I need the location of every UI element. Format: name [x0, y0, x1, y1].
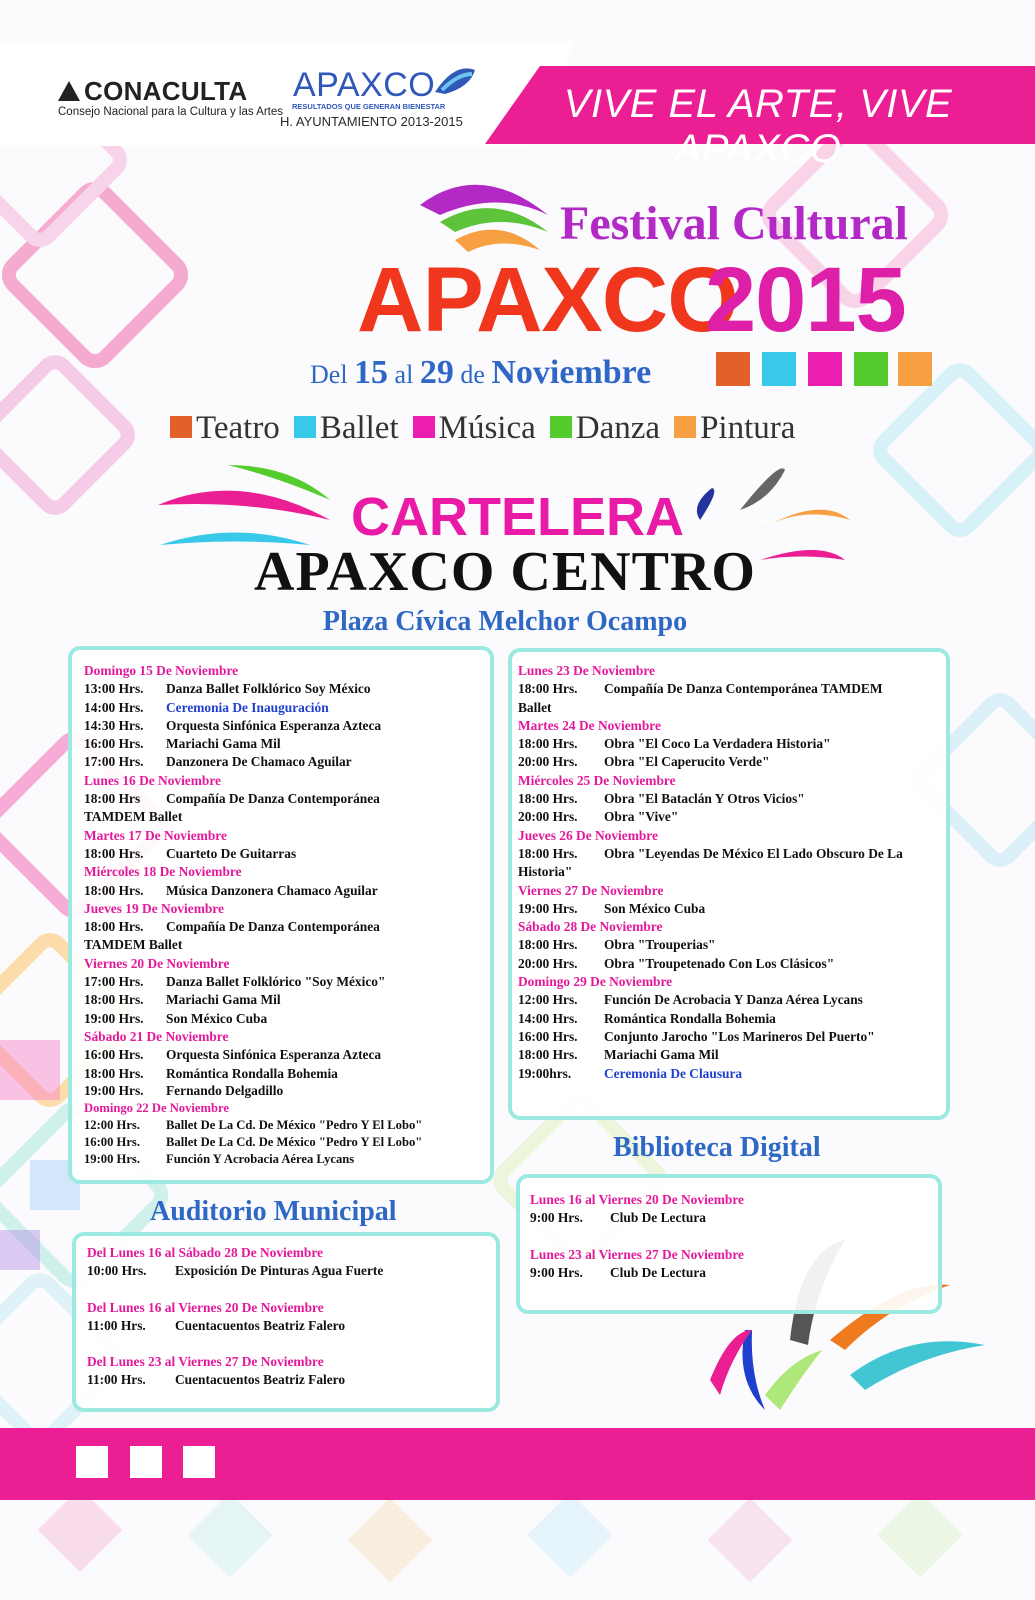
event-time: 19:00 Hrs. [84, 1010, 144, 1026]
event-time: 14:00 Hrs. [84, 699, 144, 715]
event-time: 18:00 Hrs. [84, 992, 144, 1008]
event-name: Obra "Troupetenado Con Los Clásicos" [604, 955, 835, 971]
event-time: 18:00 Hrs. [518, 791, 578, 807]
schedule-event-row [518, 900, 943, 918]
event-time: 18:00 Hrs. [84, 1065, 144, 1081]
festival-name: APAXCO [357, 249, 738, 351]
event-time: 18:00 Hrs. [518, 736, 578, 752]
schedule-event-row [518, 955, 943, 973]
event-name: Mariachi Gama Mil [166, 736, 281, 752]
event-name: Fernando Delgadillo [166, 1083, 284, 1099]
event-time: 9:00 Hrs. [530, 1210, 583, 1226]
schedule-day-heading: Lunes 16 De Noviembre [84, 772, 221, 788]
event-name: Danza Ballet Folklórico "Soy México" [166, 974, 386, 990]
schedule-day-heading: Jueves 19 De Noviembre [84, 900, 224, 916]
event-name: Compañía De Danza Contemporánea [166, 791, 380, 807]
schedule-day-heading: Jueves 26 De Noviembre [518, 827, 658, 843]
schedule-event-row [84, 1134, 484, 1151]
event-name: Romántica Rondalla Bohemia [166, 1065, 338, 1081]
schedule-event-row [87, 1371, 487, 1389]
event-time: 19:00 Hrs. [84, 1151, 140, 1166]
schedule-event-row [518, 936, 943, 954]
event-name: Compañía De Danza Contemporánea TAMDEM [604, 681, 883, 697]
discipline-color-swatch [674, 416, 696, 438]
footer-square [76, 1446, 108, 1478]
schedule-event-row [84, 918, 484, 936]
festival-year: 2015 [705, 249, 906, 351]
apaxco-tagline: RESULTADOS QUE GENERAN BIENESTAR [292, 102, 446, 111]
schedule-event-row [518, 808, 943, 826]
event-time: 18:00 Hrs. [84, 845, 144, 861]
event-time: 10:00 Hrs. [87, 1263, 147, 1279]
footer-square [183, 1446, 215, 1478]
event-name-continuation: Historia" [518, 864, 573, 880]
conaculta-logo [58, 76, 248, 107]
event-time: 20:00 Hrs. [518, 809, 578, 825]
event-name: Ceremonia De Clausura [604, 1065, 743, 1081]
schedule-event-row [530, 1264, 930, 1282]
venue-auditorio-title: Auditorio Municipal [150, 1196, 397, 1227]
schedule-day-heading: Miércoles 25 De Noviembre [518, 772, 676, 788]
event-name: Obra "Vive" [604, 809, 679, 825]
event-name: Ballet De La Cd. De México "Pedro Y El Lobo" [166, 1117, 423, 1132]
venue-plaza-title: Plaza Cívica Melchor Ocampo [322, 606, 688, 637]
schedule-event-row [518, 845, 943, 863]
event-time: 18:00 Hrs. [84, 882, 144, 898]
color-square-musica [808, 352, 842, 386]
schedule-day-heading: Del Lunes 23 al Viernes 27 De Noviembre [87, 1354, 324, 1370]
event-name: Cuarteto De Guitarras [166, 845, 297, 861]
discipline-label: Ballet [319, 410, 399, 446]
schedule-day-heading: Lunes 23 De Noviembre [518, 663, 655, 678]
schedule-event-row [84, 1151, 484, 1168]
event-name: Son México Cuba [604, 900, 706, 916]
schedule-event-row [84, 699, 484, 717]
discipline-item [550, 410, 660, 446]
event-time: 20:00 Hrs. [518, 754, 578, 770]
discipline-label: Teatro [196, 410, 280, 446]
schedule-event-row [518, 1046, 943, 1064]
event-name: Orquesta Sinfónica Esperanza Azteca [166, 1047, 382, 1063]
schedule-event-row [84, 1065, 484, 1083]
event-name: Club De Lectura [610, 1264, 706, 1280]
event-time: 16:00 Hrs. [518, 1028, 578, 1044]
event-time: 19:00hrs. [518, 1065, 572, 1081]
schedule-event-row [84, 1082, 484, 1100]
event-name: Ceremonia De Inauguración [166, 699, 329, 715]
event-time: 18:00 Hrs. [518, 681, 578, 697]
biblioteca-schedule [530, 1191, 930, 1282]
festival-title: Festival Cultural [560, 197, 908, 250]
event-name: Cuentacuentos Beatriz Falero [175, 1372, 346, 1388]
schedule-event-row [518, 753, 943, 771]
schedule-event-row [84, 845, 484, 863]
schedule-event-row [84, 753, 484, 771]
event-time: 17:00 Hrs. [84, 754, 144, 770]
event-name: Mariachi Gama Mil [604, 1047, 719, 1063]
conaculta-subtitle: Consejo Nacional para la Cultura y las Artes [58, 106, 284, 118]
schedule-day-heading: Domingo 22 De Noviembre [84, 1100, 229, 1115]
schedule-day-heading: Del Lunes 16 al Viernes 20 De Noviembre [87, 1299, 324, 1315]
event-name: Música Danzonera Chamaco Aguilar [166, 882, 378, 898]
discipline-item [413, 410, 536, 446]
event-name-continuation: TAMDEM Ballet [84, 937, 183, 953]
schedule-event-row [518, 680, 943, 698]
conaculta-logo-text: CONACULTA [84, 76, 248, 106]
event-time: 18:00 Hrs. [518, 1047, 578, 1063]
event-name: Compañía De Danza Contemporánea [166, 919, 380, 935]
schedule-event-row [87, 1262, 487, 1280]
schedule-event-row [530, 1209, 930, 1227]
event-name-continuation: Ballet [518, 699, 552, 715]
schedule-day-heading: Viernes 27 De Noviembre [518, 882, 664, 898]
event-time: 19:00 Hrs. [518, 900, 578, 916]
event-name: Obra "El Caperucito Verde" [604, 754, 770, 770]
event-name: Ballet De La Cd. De México "Pedro Y El Lobo" [166, 1134, 423, 1149]
event-time: 17:00 Hrs. [84, 974, 144, 990]
event-time: 11:00 Hrs. [87, 1317, 146, 1333]
venue-biblioteca-title: Biblioteca Digital [613, 1132, 821, 1163]
event-time: 20:00 Hrs. [518, 955, 578, 971]
event-time: 14:00 Hrs. [518, 1010, 578, 1026]
event-time: 18:00 Hrs. [518, 845, 578, 861]
event-time: 18:00 Hrs. [84, 919, 144, 935]
color-square-danza [854, 352, 888, 386]
schedule-day-heading: Sábado 21 De Noviembre [84, 1028, 229, 1044]
event-name: Exposición De Pinturas Agua Fuerte [175, 1263, 384, 1279]
schedule-event-row [87, 1317, 487, 1335]
event-name: Cuentacuentos Beatriz Falero [175, 1317, 346, 1333]
event-time: 11:00 Hrs. [87, 1372, 146, 1388]
discipline-label: Pintura [700, 410, 796, 446]
event-time: 14:30 Hrs. [84, 717, 144, 733]
event-name: Obra "Trouperias" [604, 937, 716, 953]
schedule-event-row [84, 882, 484, 900]
discipline-color-swatch [550, 416, 572, 438]
event-name: Función De Acrobacia Y Danza Aérea Lycans [604, 992, 863, 1008]
schedule-day-heading: Domingo 29 De Noviembre [518, 974, 673, 990]
schedule-event-row [518, 1028, 943, 1046]
plaza-schedule-left [84, 662, 484, 1168]
schedule-event-row [518, 735, 943, 753]
discipline-label: Música [438, 410, 536, 446]
schedule-day-heading: Lunes 16 al Viernes 20 De Noviembre [530, 1192, 744, 1207]
color-square-teatro [716, 352, 750, 386]
event-time: 13:00 Hrs. [84, 681, 144, 697]
event-time: 18:00 Hrs [84, 791, 141, 807]
schedule-day-heading: Martes 17 De Noviembre [84, 827, 227, 843]
schedule-day-heading: Del Lunes 16 al Sábado 28 De Noviembre [87, 1245, 323, 1260]
schedule-event-row [84, 1046, 484, 1064]
schedule-event-row [84, 1117, 484, 1134]
event-name: Mariachi Gama Mil [166, 992, 281, 1008]
discipline-item [294, 410, 399, 446]
plaza-schedule-right [518, 662, 943, 1083]
schedule-event-row [84, 735, 484, 753]
event-time: 9:00 Hrs. [530, 1264, 583, 1280]
event-name: Obra "El Bataclán Y Otros Vicios" [604, 791, 805, 807]
event-name: Conjunto Jarocho "Los Marineros Del Puerto" [604, 1028, 875, 1044]
schedule-event-row [84, 717, 484, 735]
schedule-event-row [518, 1065, 943, 1083]
slogan: VIVE EL ARTE, VIVE APAXCO [563, 82, 953, 171]
event-name: Obra "Leyendas De México El Lado Obscuro De La [604, 845, 903, 861]
discipline-item [170, 410, 280, 446]
event-name: Danzonera De Chamaco Aguilar [166, 754, 352, 770]
color-square-ballet [762, 352, 796, 386]
event-name: Danza Ballet Folklórico Soy México [166, 681, 371, 697]
event-name: Función Y Acrobacia Aérea Lycans [166, 1151, 355, 1166]
event-time: 12:00 Hrs. [518, 992, 578, 1008]
schedule-event-row [84, 680, 484, 698]
event-name: Club De Lectura [610, 1210, 706, 1226]
discipline-color-swatch [170, 416, 192, 438]
event-name: Son México Cuba [166, 1010, 268, 1026]
discipline-color-swatch [294, 416, 316, 438]
discipline-item [674, 410, 795, 446]
event-time: 16:00 Hrs. [84, 1134, 140, 1149]
event-name: Orquesta Sinfónica Esperanza Azteca [166, 717, 382, 733]
event-name: Obra "El Coco La Verdadera Historia" [604, 736, 831, 752]
schedule-day-heading: Viernes 20 De Noviembre [84, 955, 230, 971]
schedule-event-row [84, 973, 484, 991]
conaculta-mark-icon [58, 81, 80, 101]
festival-dates: Del 15 al 29 de Noviembre [310, 354, 652, 391]
discipline-legend [170, 410, 809, 447]
schedule-event-row [518, 790, 943, 808]
event-time: 19:00 Hrs. [84, 1083, 144, 1099]
cartelera-title: CARTELERA [351, 487, 684, 547]
schedule-day-heading: Lunes 23 al Viernes 27 De Noviembre [530, 1246, 744, 1262]
discipline-label: Danza [575, 410, 661, 446]
schedule-event-row [518, 991, 943, 1009]
apaxco-swoosh-icon [430, 62, 480, 100]
schedule-event-row [84, 991, 484, 1009]
schedule-event-row [84, 1010, 484, 1028]
apaxco-logo: APAXCO [293, 66, 436, 104]
footer-square [130, 1446, 162, 1478]
ayuntamiento-label: H. AYUNTAMIENTO 2013-2015 [280, 114, 463, 129]
auditorio-schedule [87, 1244, 487, 1390]
schedule-day-heading: Domingo 15 De Noviembre [84, 663, 239, 678]
schedule-day-heading: Martes 24 De Noviembre [518, 717, 661, 733]
event-time: 18:00 Hrs. [518, 937, 578, 953]
event-time: 12:00 Hrs. [84, 1117, 140, 1132]
discipline-color-swatch [413, 416, 435, 438]
cartelera-subtitle: APAXCO CENTRO [254, 541, 756, 603]
event-name-continuation: TAMDEM Ballet [84, 809, 183, 825]
schedule-day-heading: Sábado 28 De Noviembre [518, 919, 663, 935]
schedule-event-row [518, 1010, 943, 1028]
color-square-pintura [898, 352, 932, 386]
schedule-day-heading: Miércoles 18 De Noviembre [84, 864, 242, 880]
event-name: Romántica Rondalla Bohemia [604, 1010, 776, 1026]
event-time: 16:00 Hrs. [84, 736, 144, 752]
event-time: 16:00 Hrs. [84, 1047, 144, 1063]
schedule-event-row [84, 790, 484, 808]
